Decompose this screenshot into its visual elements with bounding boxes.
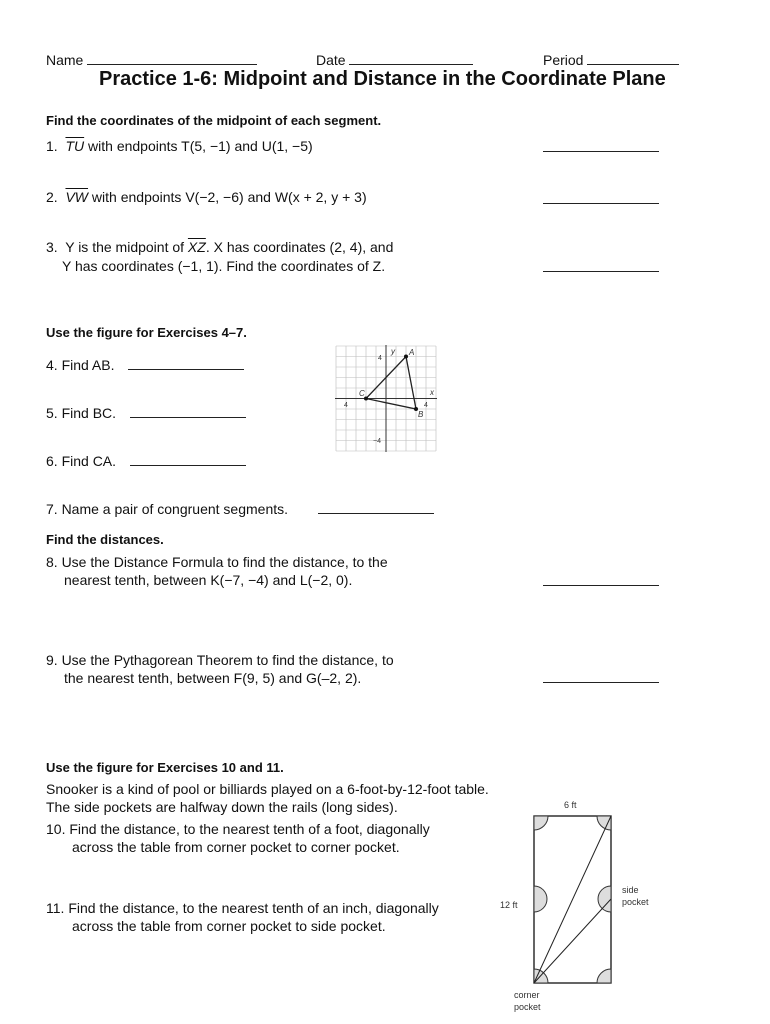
page-title: Practice 1-6: Midpoint and Distance in the Coordinate Plane xyxy=(99,68,666,90)
point-b-label: B xyxy=(418,410,424,419)
corner-pocket-top-left xyxy=(534,816,548,830)
segment-vw: $\overline{VW}$ xyxy=(65,189,89,205)
table-length-label: 12 ft xyxy=(500,900,518,910)
x-axis-label: x xyxy=(430,388,434,397)
snooker-table-figure xyxy=(490,795,665,1017)
question-6: 6. Find CA. xyxy=(46,451,246,469)
triangle-abc xyxy=(366,357,416,410)
question-3-line2: Y has coordinates (−1, 1). Find the coordinates of Z. xyxy=(62,258,386,274)
answer-blank-6[interactable] xyxy=(130,451,246,466)
period-blank[interactable] xyxy=(587,50,679,65)
answer-line-3[interactable] xyxy=(543,271,659,272)
question-5: 5. Find BC. xyxy=(46,403,246,421)
corner-pocket-bottom-right xyxy=(597,969,611,983)
name-label: Name xyxy=(46,52,84,68)
corner-pocket-label-2: pocket xyxy=(514,1002,541,1012)
name-field-group xyxy=(46,50,257,68)
question-9-line1: 9. Use the Pythagorean Theorem to find the distance, to xyxy=(46,652,394,668)
tick-y-pos: 4 xyxy=(378,355,382,362)
period-field-group xyxy=(543,50,679,68)
question-10-line1: 10. Find the distance, to the nearest tenth of a foot, diagonally xyxy=(46,821,430,837)
point-a-dot xyxy=(404,355,408,359)
side-pocket-label-2: pocket xyxy=(622,897,649,907)
corner-pocket-top-right xyxy=(597,816,611,830)
date-blank[interactable] xyxy=(349,50,473,65)
side-pocket-right xyxy=(598,886,611,912)
diagonal-corner-to-side xyxy=(534,899,611,983)
question-11-line2: across the table from corner pocket to side pocket. xyxy=(72,918,386,934)
question-7: 7. Name a pair of congruent segments. xyxy=(46,499,434,517)
answer-blank-5[interactable] xyxy=(130,403,246,418)
section3-heading: Find the distances. xyxy=(46,532,164,547)
question-8-line2: nearest tenth, between K(−7, −4) and L(−2, 0). xyxy=(64,572,353,588)
name-blank[interactable] xyxy=(87,50,257,65)
question-4: 4. Find AB. xyxy=(46,355,244,373)
period-label: Period xyxy=(543,52,584,68)
question-1: 1. $\overline{TU}$ with endpoints T(5, −1) and U(1, −5) xyxy=(46,138,313,154)
point-c-label: C xyxy=(359,389,365,398)
answer-line-8[interactable] xyxy=(543,585,659,586)
graph-axes xyxy=(335,345,437,452)
tick-x-neg: 4 xyxy=(344,402,348,409)
y-axis-label: y xyxy=(391,347,395,356)
table-width-label: 6 ft xyxy=(564,800,577,810)
segment-tu: $\overline{TU}$ xyxy=(65,138,85,154)
snooker-intro-line2: The side pockets are halfway down the rails (long sides). xyxy=(46,799,398,815)
question-11-line1: 11. Find the distance, to the nearest tenth of an inch, diagonally xyxy=(46,900,439,916)
question-3-line1: 3. Y is the midpoint of $\overline{XZ}$. X has coordinates (2, 4), and xyxy=(46,239,394,255)
section4-heading: Use the figure for Exercises 10 and 11. xyxy=(46,760,284,775)
segment-xz: $\overline{XZ}$ xyxy=(187,239,206,255)
snooker-intro-line1: Snooker is a kind of pool or billiards played on a 6-foot-by-12-foot table. xyxy=(46,781,489,797)
point-a-label: A xyxy=(409,348,415,357)
question-10-line2: across the table from corner pocket to corner pocket. xyxy=(72,839,400,855)
answer-line-9[interactable] xyxy=(543,682,659,683)
tick-y-neg: −4 xyxy=(373,438,381,445)
question-8-line1: 8. Use the Distance Formula to find the distance, to the xyxy=(46,554,388,570)
tick-x-pos: 4 xyxy=(424,402,428,409)
side-pocket-left xyxy=(534,886,547,912)
section1-heading: Find the coordinates of the midpoint of each segment. xyxy=(46,113,382,128)
section2-heading: Use the figure for Exercises 4–7. xyxy=(46,325,247,340)
question-2: 2. $\overline{VW}$ with endpoints V(−2, −6) and W(x + 2, y + 3) xyxy=(46,189,367,205)
side-pocket-label-1: side xyxy=(622,885,639,895)
answer-blank-7[interactable] xyxy=(318,499,434,514)
question-9-line2: the nearest tenth, between F(9, 5) and G(–2, 2). xyxy=(64,670,362,686)
corner-pocket-label-1: corner xyxy=(514,990,540,1000)
answer-line-2[interactable] xyxy=(543,203,659,204)
date-label: Date xyxy=(316,52,346,68)
date-field-group xyxy=(316,50,473,68)
answer-line-1[interactable] xyxy=(543,151,659,152)
coordinate-graph xyxy=(335,345,437,452)
answer-blank-4[interactable] xyxy=(128,355,244,370)
